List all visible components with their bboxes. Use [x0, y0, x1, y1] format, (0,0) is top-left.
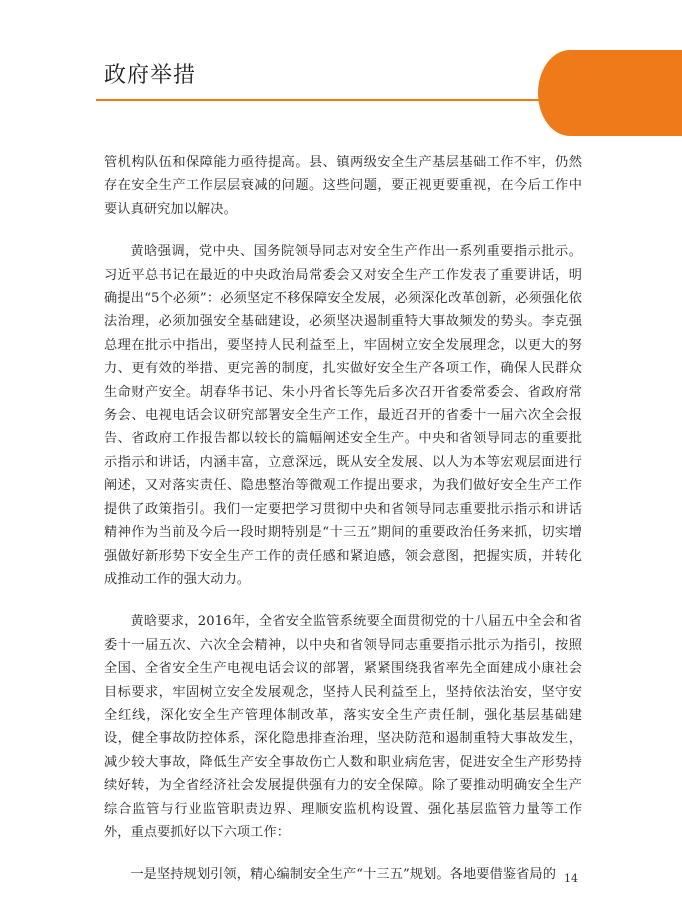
header-tab: [538, 50, 682, 136]
paragraph-requirements: 黄晗要求，2016年，全省安全监管系统要全面贯彻党的十八届五中全会和省委十一届五次、六次全会精神，以中央和省领导同志重要指示批示为指引，按照全国、全省安全生产电视电话会议的部署，紧紧围绕我省率先全面建成小康社会目标要求，牢固树立安全发展观念，坚持人民利益至上，坚持依法治安，坚守安全红线，深化安全生产管理体制改革，落实安全生产责任制，强化基层基础建设，健全事故防控体系，深化隐患排查治理，坚决防范和遏制重特大事故发生，减少较大事故，降低生产安全事故伤亡人数和职业病危害，促进安全生产形势持续好转，为全省经济社会发展提供强有力的安全保障。除了要推动明确安全生产综合监管与行业监管职责边界、理顺安监机构设置、强化基层监管力量等工作外，重点要抓好以下六项工作：: [104, 614, 582, 840]
article-body: [104, 151, 582, 887]
paragraph-instructions: 黄晗强调，党中央、国务院领导同志对安全生产作出一系列重要指示批示。习近平总书记在最近的中央政治局常委会又对安全生产工作发表了重要讲话，明确提出“5个必须”：必须坚定不移保障安全发展，必须深化改革创新，必须强化依法治理，必须加强安全基础建设，必须坚决遏制重特大事故频发的势头。李克强总理在批示中指出，要坚持人民利益至上，牢固树立安全发展理念，以更大的努力、更有效的举措、更完善的制度，扎实做好安全生产各项工作，确保人民群众生命财产安全。胡春华书记、朱小丹省长等先后多次召开省委常委会、省政府常务会、电视电话会议研究部署安全生产工作，最近召开的省委十一届六次全会报告、省政府工作报告都以较长的篇幅阐述安全生产。中央和省领导同志的重要批示指示和讲话，内涵丰富，立意深远，既从安全发展、以人为本等宏观层面进行阐述，又对落实责任、隐患整治等微观工作提出要求，为我们做好安全生产工作提供了政策指引。我们一定要把学习贯彻中央和省领导同志重要批示指示和讲话精神作为当前及今后一段时期特别是“十三五”期间的重要政治任务来抓，切实增强做好新形势下安全生产工作的责任感和紧迫感，领会意图，把握实质，并转化成推动工作的强大动力。: [104, 244, 582, 587]
page-number: 14: [564, 872, 578, 885]
page-title: 政府举措: [104, 63, 197, 88]
header-rule: [96, 99, 541, 101]
paragraph-task-one: 一是坚持规划引领，精心编制安全生产“十三五”规划。各地要借鉴省局的: [130, 867, 556, 883]
paragraph-continued: 管机构队伍和保障能力亟待提高。县、镇两级安全生产基层基础工作不牢，仍然存在安全生产工作层层衰减的问题。这些问题，要正视更要重视，在今后工作中要认真研究加以解决。: [104, 155, 582, 217]
